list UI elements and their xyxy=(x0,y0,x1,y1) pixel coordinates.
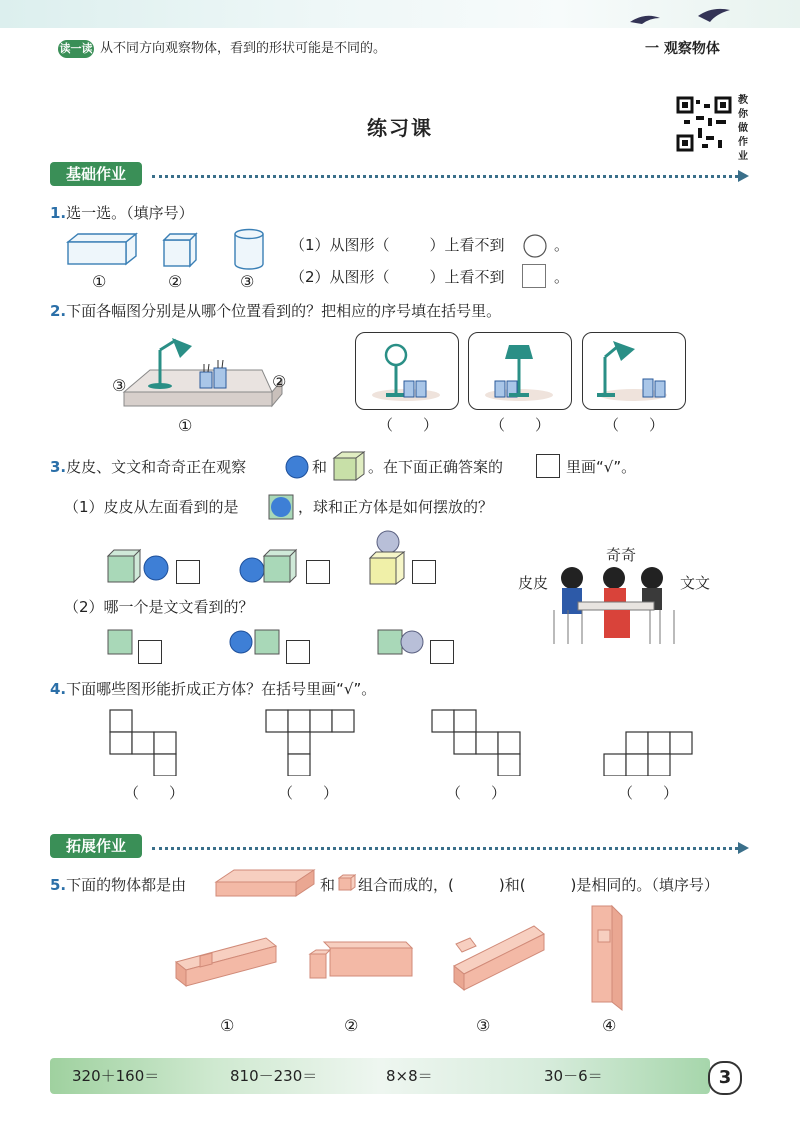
q3-option-2c xyxy=(376,628,430,658)
q1-label-2: ② xyxy=(168,272,183,291)
q2-prompt: 2.下面各幅图分别是从哪个位置看到的？把相应的序号填在括号里。 xyxy=(50,302,502,320)
q3-option-2a xyxy=(106,628,136,658)
q3-option-1a xyxy=(106,548,172,584)
q4-blank-4[interactable]: （ ） xyxy=(618,784,679,802)
q3-check-1b[interactable] xyxy=(306,560,330,584)
q1-label-1: ① xyxy=(92,272,107,291)
q5-prompt-c: 组合而成的，( )和( )是相同的。（填序号） xyxy=(358,876,719,894)
read-text: 从不同方向观察物体，看到的形状可能是不同的。 xyxy=(100,41,387,56)
bird-icon xyxy=(620,4,740,30)
q2-blank-1[interactable]: （ ） xyxy=(378,416,439,434)
q4-blank-1[interactable]: （ ） xyxy=(124,784,185,802)
q3-option-2b xyxy=(228,628,284,658)
q3-sub2: （2）哪一个是文文看到的？ xyxy=(64,598,254,616)
q5-prompt-a: 5.下面的物体都是由 xyxy=(50,876,187,894)
q2-blank-3[interactable]: （ ） xyxy=(604,416,665,434)
q1-prompt: 1.选一选。（填序号） xyxy=(50,204,194,222)
name-qiqi: 奇奇 xyxy=(606,546,637,564)
lamp-view-back xyxy=(469,333,571,409)
long-block-icon xyxy=(214,866,318,900)
qr-label: 教你做作业 xyxy=(738,95,748,162)
q4-prompt: 4.下面哪些图形能折成正方体？在括号里画“√”。 xyxy=(50,680,377,698)
unit-title: 一 观察物体 xyxy=(645,41,720,57)
position-label-2: ② xyxy=(272,372,287,391)
q1-part2: （2）从图形（ ）上看不到 xyxy=(290,268,505,286)
block-combo-1 xyxy=(172,934,278,990)
q1-part1: （1）从图形（ ）上看不到 xyxy=(290,236,505,254)
footer-item-1: 320＋160＝ xyxy=(72,1067,160,1085)
position-label-3: ③ xyxy=(112,376,127,395)
circle-shape-icon xyxy=(522,233,550,259)
page-number: 3 xyxy=(708,1061,742,1095)
cube-figure xyxy=(162,232,198,268)
cube-net-2 xyxy=(264,708,356,776)
block-combo-3 xyxy=(446,916,546,992)
q3-option-1b xyxy=(238,548,304,584)
square-shape-icon xyxy=(522,264,546,288)
section-divider xyxy=(152,175,738,180)
q4-blank-3[interactable]: （ ） xyxy=(446,784,507,802)
small-cube-icon xyxy=(338,874,356,892)
q3-prompt-c: 。在下面正确答案的 xyxy=(368,458,504,476)
position-label-1: ① xyxy=(178,416,193,435)
section-basic: 基础作业 xyxy=(50,162,142,186)
q5-label-3: ③ xyxy=(476,1016,491,1035)
q1-label-3: ③ xyxy=(240,272,255,291)
view-box-1 xyxy=(355,332,459,410)
cube-net-1 xyxy=(108,708,198,776)
q3-check-1a[interactable] xyxy=(176,560,200,584)
block-combo-2 xyxy=(306,938,414,984)
q5-label-4: ④ xyxy=(602,1016,617,1035)
footer-item-3: 8×8＝ xyxy=(386,1067,433,1085)
q5-label-1: ① xyxy=(220,1016,235,1035)
footer-item-4: 30－6＝ xyxy=(544,1067,603,1085)
name-wenwen: 文文 xyxy=(680,574,711,592)
view-box-2 xyxy=(468,332,572,410)
footer-item-2: 810－230＝ xyxy=(230,1067,318,1085)
q5-label-2: ② xyxy=(344,1016,359,1035)
cuboid-figure xyxy=(66,232,138,268)
q3-option-1c xyxy=(368,530,408,586)
qr-code-icon xyxy=(676,96,732,152)
cube-net-3 xyxy=(430,708,522,776)
lamp-view-front xyxy=(356,333,458,409)
q1-end-2: 。 xyxy=(554,268,570,286)
view-box-3 xyxy=(582,332,686,410)
section-divider-2 xyxy=(152,847,738,852)
q3-check-2a[interactable] xyxy=(138,640,162,664)
q2-blank-2[interactable]: （ ） xyxy=(490,416,551,434)
left-view-icon xyxy=(268,494,296,522)
cylinder-figure xyxy=(232,228,266,270)
arrow-icon xyxy=(738,170,749,182)
ball-icon xyxy=(284,454,310,480)
answer-box-icon xyxy=(536,454,560,478)
q3-prompt-d: 里画“√”。 xyxy=(566,458,637,476)
q3-sub1-a: （1）皮皮从左面看到的是 xyxy=(64,498,239,516)
page-title: 练习课 xyxy=(367,116,433,140)
q3-check-2b[interactable] xyxy=(286,640,310,664)
q3-prompt-a: 3.皮皮、文文和奇奇正在观察 xyxy=(50,458,247,476)
section-extended: 拓展作业 xyxy=(50,834,142,858)
q1-end-1: 。 xyxy=(554,236,570,254)
name-pipi: 皮皮 xyxy=(518,574,549,592)
q3-check-1c[interactable] xyxy=(412,560,436,584)
q4-blank-2[interactable]: （ ） xyxy=(278,784,339,802)
block-combo-4 xyxy=(588,902,628,1012)
cube-net-4 xyxy=(602,730,694,776)
cube-icon xyxy=(332,450,366,482)
q3-check-2c[interactable] xyxy=(430,640,454,664)
q3-prompt-b: 和 xyxy=(312,458,328,476)
q3-sub1-b: ，球和正方体是如何摆放的？ xyxy=(298,498,494,516)
arrow-icon xyxy=(738,842,749,854)
kids-table-illustration xyxy=(548,560,678,652)
read-label: 读一读 xyxy=(58,40,94,58)
q5-prompt-b: 和 xyxy=(320,876,336,894)
lamp-view-side xyxy=(583,333,685,409)
